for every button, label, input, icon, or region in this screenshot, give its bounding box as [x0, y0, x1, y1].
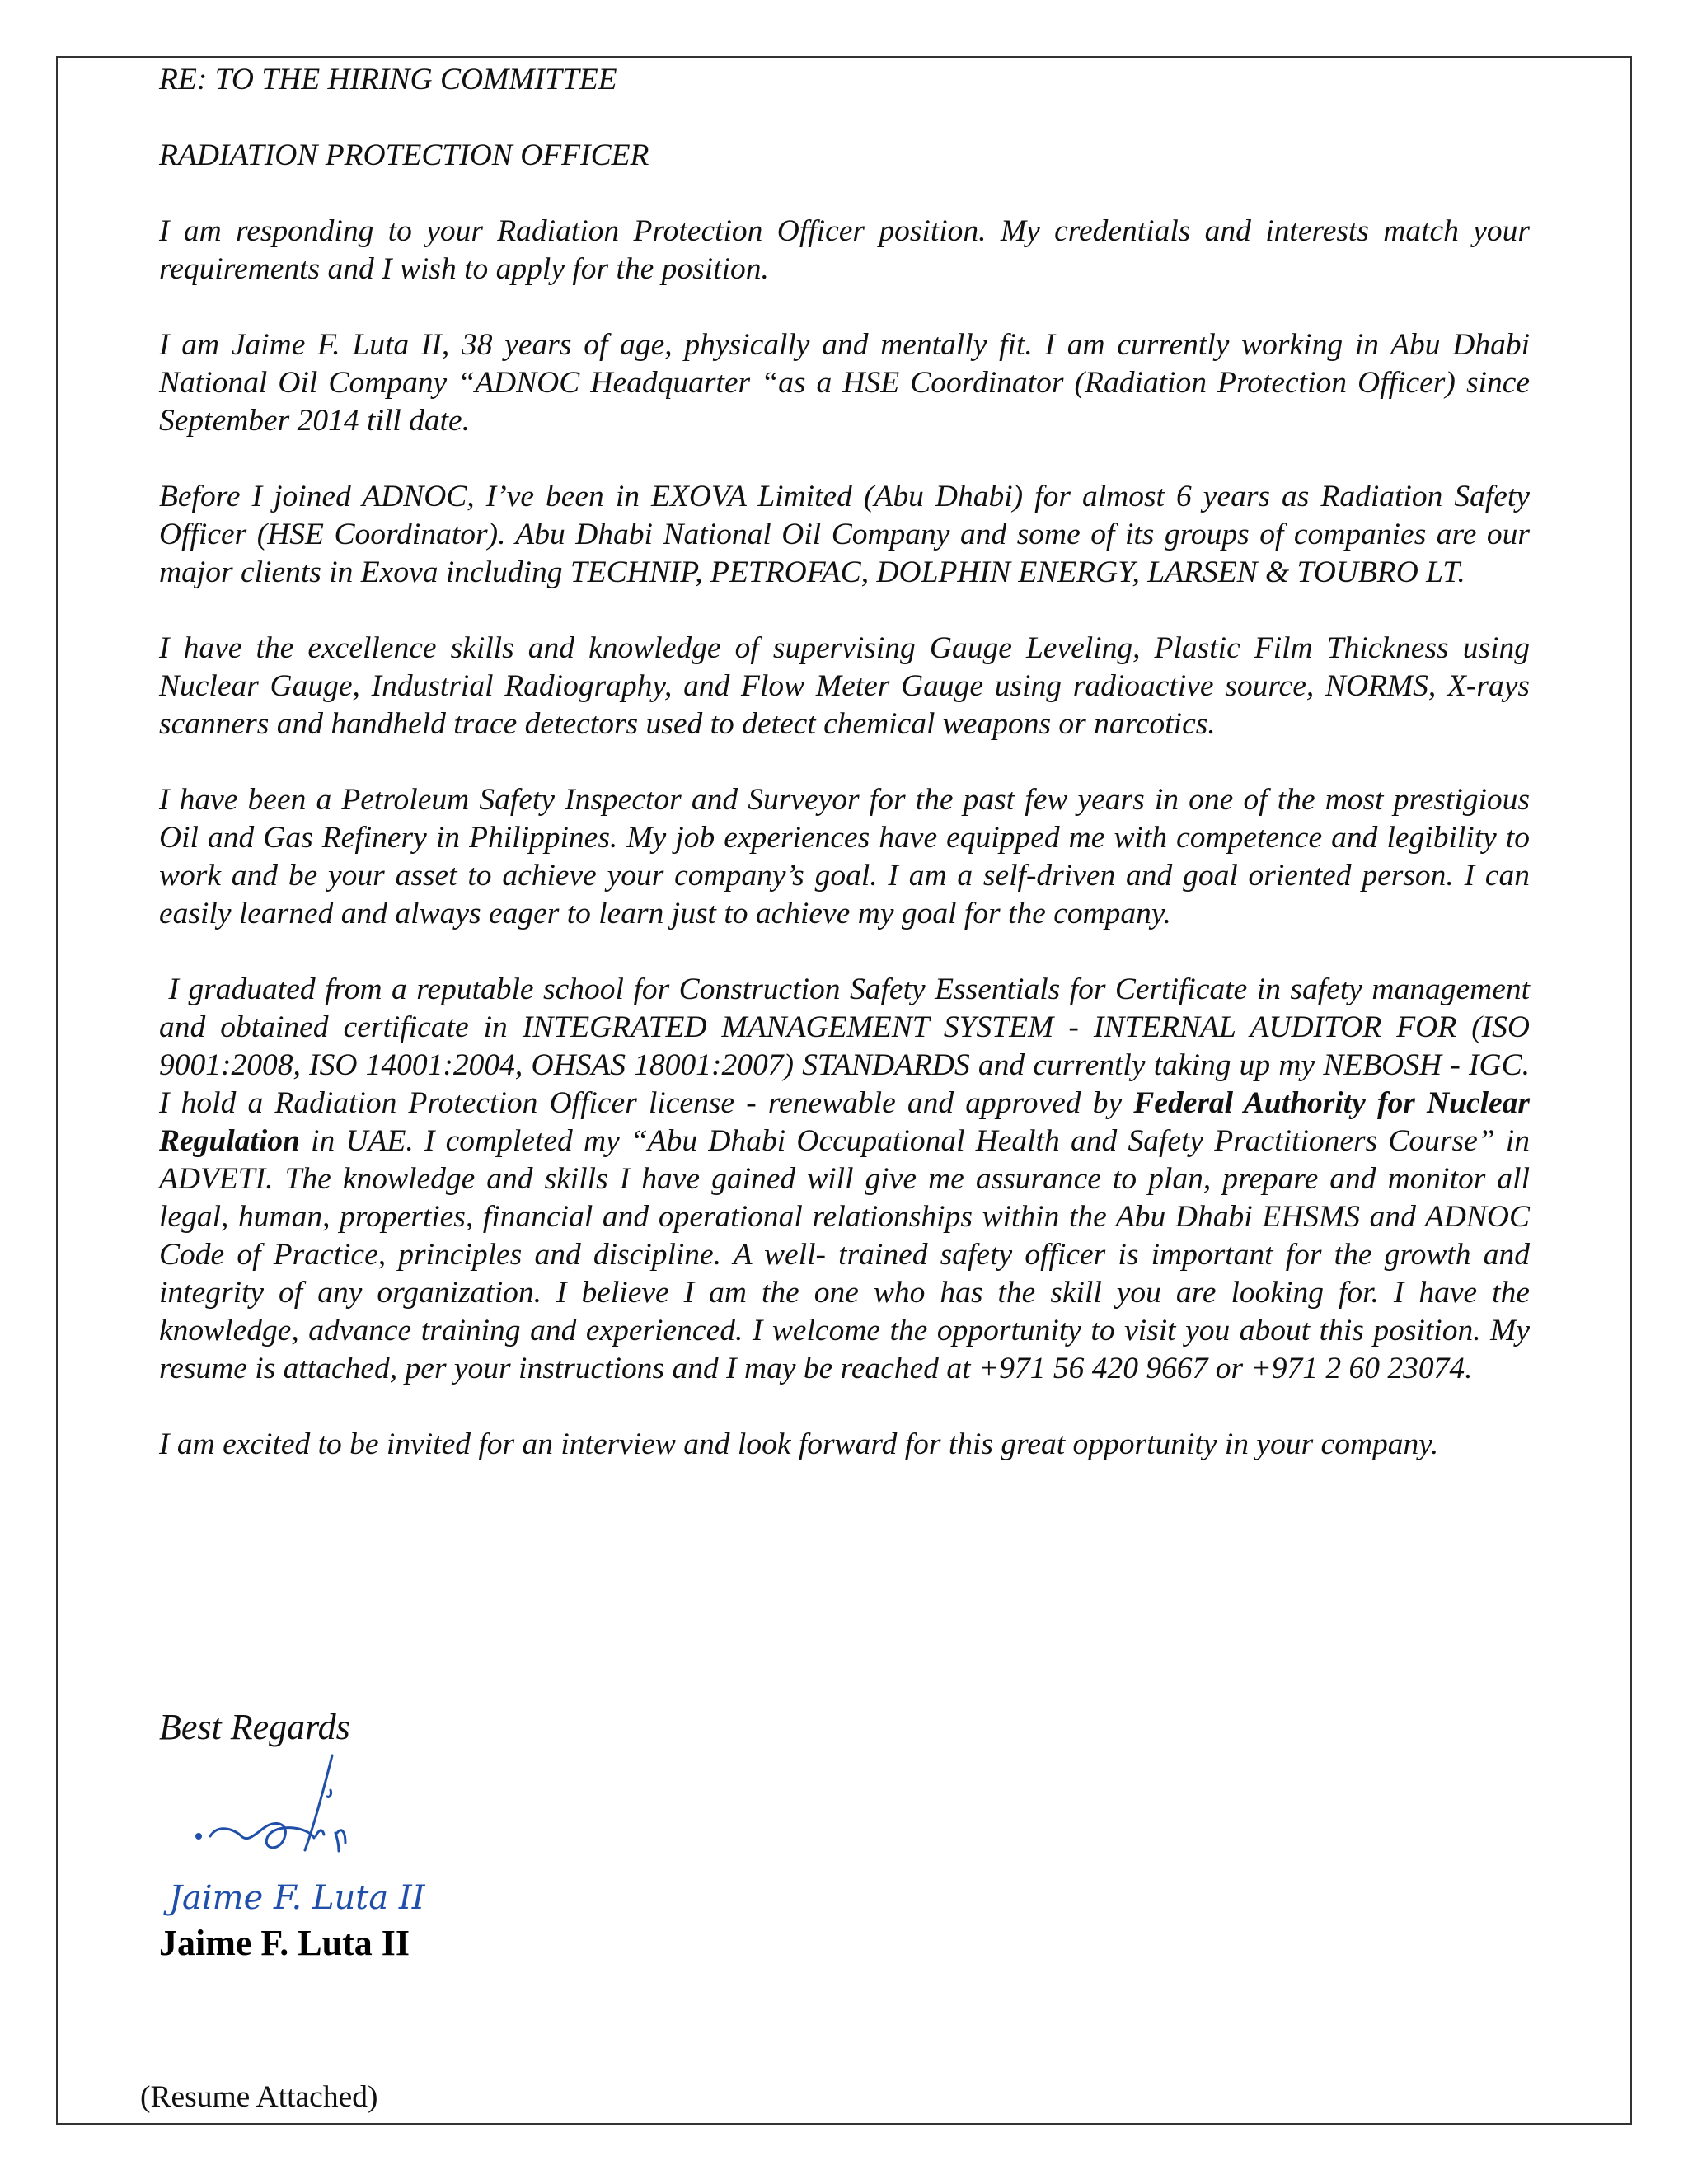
paragraph-current-role: I am Jaime F. Luta II, 38 years of age, physically and mentally fit. I am currently working in Abu Dhabi National Oil Company “ADNOC Headquarter “as a HSE Coordinator (Radiation Protection Officer) since September 2014 till date.: [159, 328, 1530, 438]
paragraph-previous-role: Before I joined ADNOC, I’ve been in EXOVA Limited (Abu Dhabi) for almost 6 years as Radiation Safety Officer (HSE Coordinator). Abu Dhabi National Oil Company and some of its groups of companies are our major clients in Exova including TECHNIP, PETROFAC, DOLPHIN ENERGY, LARSEN & TOUBRO LT.: [159, 480, 1530, 589]
closing-salutation: Best Regards: [159, 1707, 350, 1747]
position-title: RADIATION PROTECTION OFFICER: [159, 138, 649, 172]
printed-name: Jaime F. Luta II: [159, 1923, 410, 1963]
education-text-part2: in UAE. I completed my “Abu Dhabi Occupational Health and Safety Practitioners Course” in ADVETI. The knowledge and skills I have gained will give me assurance to plan, prepare and monitor all legal, human, properties, financial and operational relationships within the Abu Dhabi EHSMS and ADNOC Code of Practice, principles and discipline. A well- trained safety officer is important for the growth and integrity of any organization. I believe I am the one who has the skill you are looking for. I have the knowledge, advance training and experienced. I welcome the opportunity to visit you about this position. My resume is attached, per your instructions and I may be reached at +971 56 420 9667 or +971 2 60 23074.: [159, 1124, 1530, 1385]
education-text-part1: I graduated from a reputable school for Construction Safety Essentials for Certificate in safety management and obtained certificate in INTEGRATED MANAGEMENT SYSTEM - INTERNAL AUDITOR FOR (ISO 9001:2008, ISO 14001:2004, OHSAS 18001:2007) STANDARDS and currently taking up my NEBOSH - IGC. I hold a Radiation Protection Officer license - renewable and approved by: [159, 972, 1531, 1120]
signature-name: Jaime F. Luta II: [169, 1879, 425, 1917]
letter-body: [159, 61, 1530, 1502]
paragraph-experience: I have been a Petroleum Safety Inspector and Surveyor for the past few years in one of the most prestigious Oil and Gas Refinery in Philippines. My job experiences have equipped me with competence and legibility to work and be your asset to achieve your company’s goal. I am a self-driven and goal oriented person. I can easily learned and always eager to learn just to achieve my goal for the company.: [159, 783, 1530, 930]
paragraph-education: [159, 971, 1530, 1388]
paragraph-intro: I am responding to your Radiation Protection Officer position. My credentials and interests match your requirements and I wish to apply for the position.: [159, 214, 1530, 286]
re-line: RE: TO THE HIRING COMMITTEE: [159, 63, 617, 96]
regulator-name: Federal Authority for Nuclear Regulation: [159, 1086, 1530, 1158]
paragraph-skills: I have the excellence skills and knowledge of supervising Gauge Leveling, Plastic Film Thickness using Nuclear Gauge, Industrial Radiography, and Flow Meter Gauge using radioactive source, NORMS, X-rays scanners and handheld trace detectors used to detect chemical weapons or narcotics.: [159, 631, 1530, 741]
paragraph-closing: I am excited to be invited for an interview and look forward for this great opportunity in your company.: [159, 1427, 1439, 1461]
handwritten-signature: [152, 1747, 433, 1920]
attachment-note: (Resume Attached): [140, 2080, 378, 2114]
